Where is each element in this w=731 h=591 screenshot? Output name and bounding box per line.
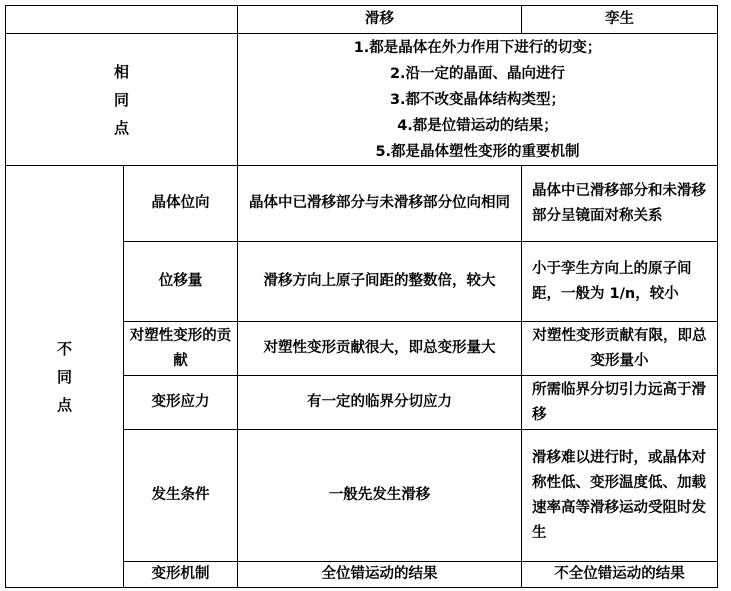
common-label-char: 相: [113, 62, 129, 81]
aspect-cell: 位移量: [124, 242, 238, 322]
slip-cell: 有一定的临界分切应力: [238, 376, 522, 430]
common-label: [6, 34, 238, 166]
header-twin: 孪生: [522, 6, 718, 34]
twin-cell: 不全位错运动的结果: [522, 562, 718, 588]
slip-cell: 一般先发生滑移: [238, 430, 522, 562]
comparison-table: [5, 5, 718, 588]
slip-cell: 全位错运动的结果: [238, 562, 522, 588]
twin-cell: 滑移难以进行时，或晶体对称性低、变形温度低、加载速率高等滑移运动受阻时发生: [522, 430, 718, 562]
common-row: [6, 34, 718, 166]
diff-row: [6, 166, 718, 242]
twin-cell: 所需临界分切引力远高于滑移: [522, 376, 718, 430]
aspect-cell: 对塑性变形的贡献: [124, 322, 238, 376]
aspect-cell: 发生条件: [124, 430, 238, 562]
slip-cell: 对塑性变形贡献很大，即总变形量大: [238, 322, 522, 376]
common-point: 4.都是位错运动的结果；: [397, 117, 558, 134]
common-point: 5.都是晶体塑性变形的重要机制: [375, 143, 580, 160]
twin-cell: 小于孪生方向上的原子间距，一般为 1/n，较小: [522, 242, 718, 322]
diff-label-char: 同: [56, 367, 72, 386]
aspect-cell: 变形应力: [124, 376, 238, 430]
diff-label-char: 不: [56, 339, 72, 358]
aspect-cell: 晶体位向: [124, 166, 238, 242]
common-point: 2.沿一定的晶面、晶向进行: [389, 65, 566, 82]
common-label-char: 同: [113, 90, 129, 109]
slip-cell: 滑移方向上原子间距的整数倍，较大: [238, 242, 522, 322]
corner-cell: [6, 6, 238, 34]
header-slip: 滑移: [238, 6, 522, 34]
header-row: [6, 6, 718, 34]
common-label-char: 点: [113, 118, 129, 137]
common-points: [238, 34, 718, 166]
aspect-cell: 变形机制: [124, 562, 238, 588]
diff-label: [6, 166, 124, 588]
common-point: 1.都是晶体在外力作用下进行的切变；: [353, 39, 602, 56]
common-point: 3.都不改变晶体结构类型；: [389, 91, 566, 108]
diff-label-char: 点: [56, 395, 72, 414]
twin-cell: 对塑性变形贡献有限，即总变形量小: [522, 322, 718, 376]
twin-cell: 晶体中已滑移部分和未滑移部分呈镜面对称关系: [522, 166, 718, 242]
slip-cell: 晶体中已滑移部分与未滑移部分位向相同: [238, 166, 522, 242]
